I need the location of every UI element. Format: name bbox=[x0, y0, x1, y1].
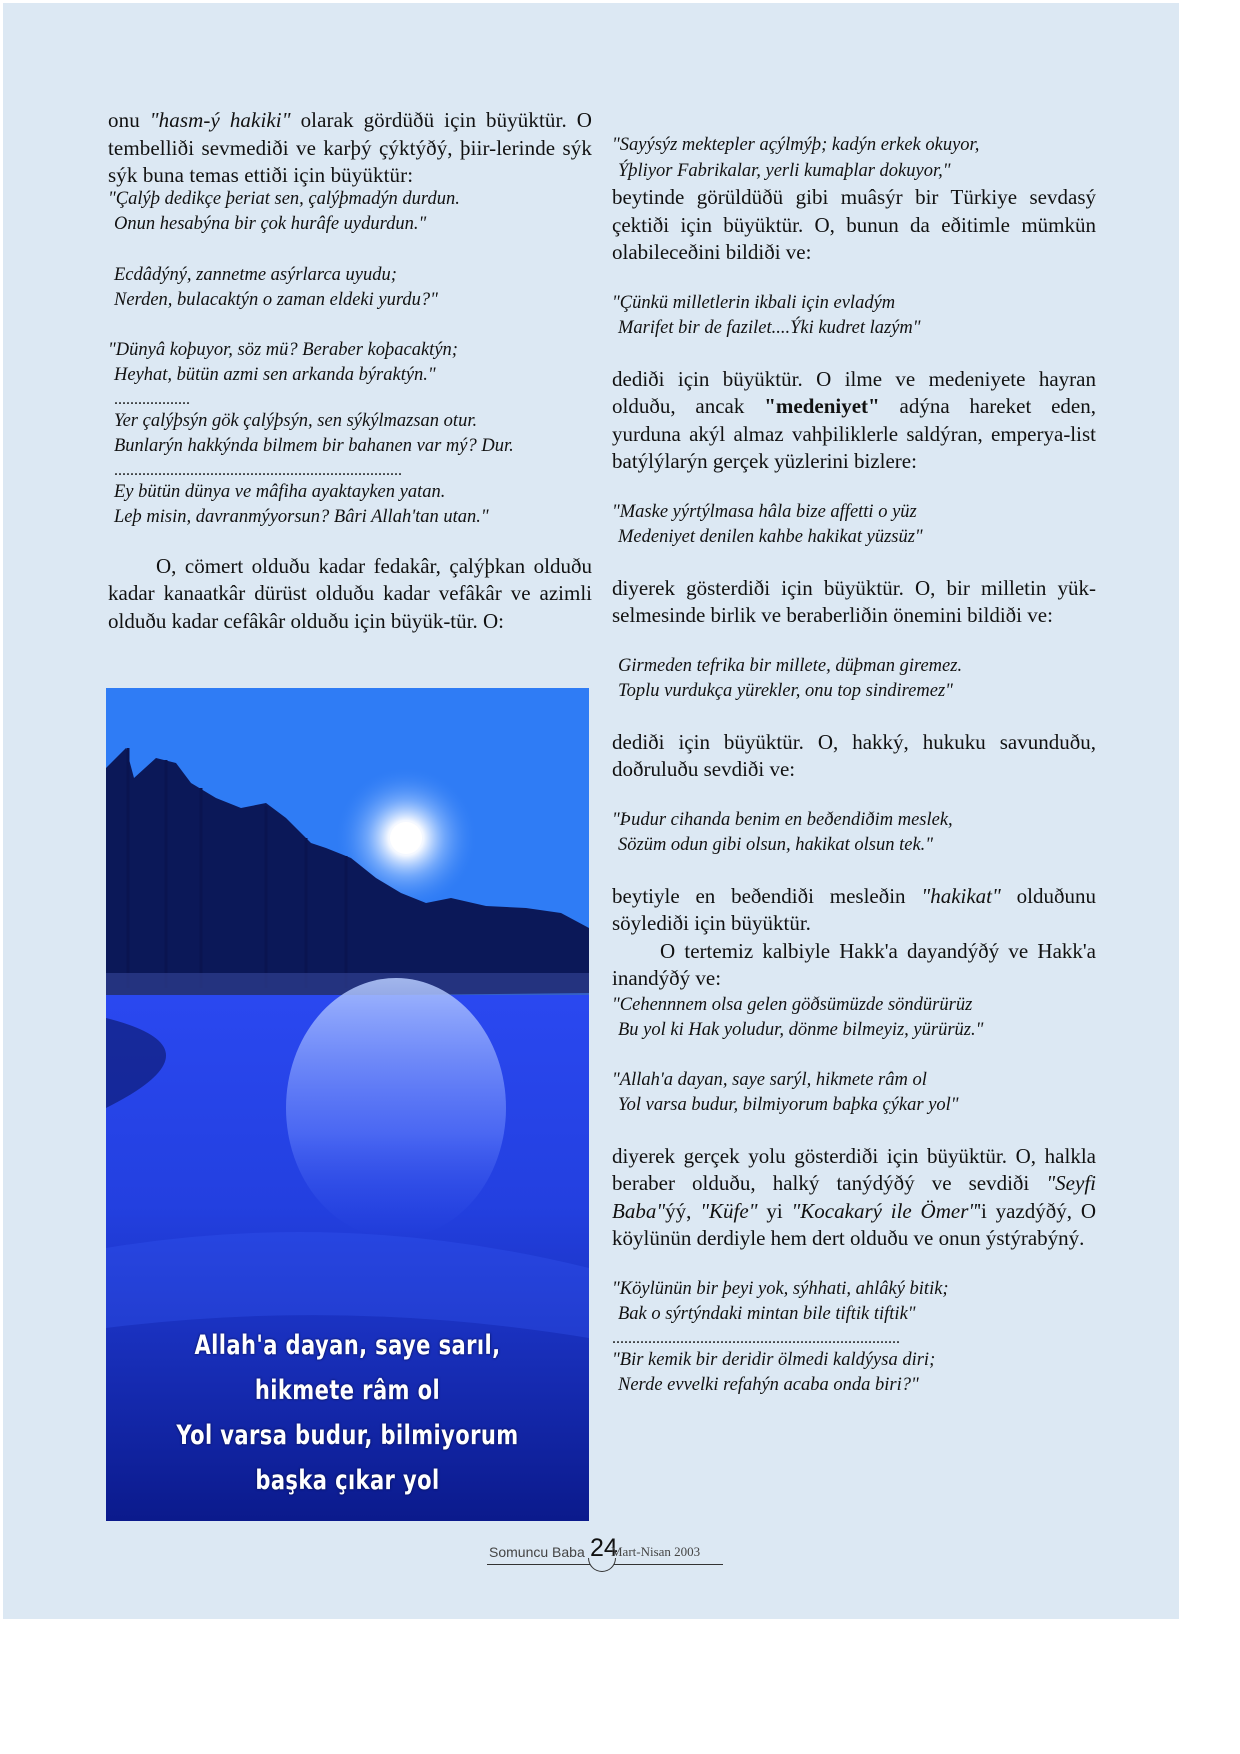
poem-quote bbox=[108, 409, 592, 460]
ellipsis-separator: ................... bbox=[114, 390, 190, 408]
poem-quote bbox=[612, 1348, 1096, 1399]
poem-line: Girmeden tefrika bir millete, düþman giremez. bbox=[618, 655, 963, 676]
ellipsis-separator: ........................................................................ bbox=[114, 461, 402, 479]
issue-date: Mart-Nisan 2003 bbox=[611, 1544, 701, 1559]
emphasis: "medeniyet" bbox=[764, 394, 880, 418]
poem-quote bbox=[108, 480, 592, 531]
moon bbox=[390, 822, 422, 854]
poem-quote bbox=[108, 263, 592, 314]
poem-line: Sözüm odun gibi olsun, hakikat olsun tek." bbox=[618, 835, 934, 855]
caption-line: Allah'a dayan, saye sarıl, hikmete râm ol bbox=[194, 1330, 501, 1406]
text: beytiyle en beðendiði mesleðin bbox=[612, 883, 922, 908]
right-column bbox=[612, 133, 1096, 1399]
poem-line: Nerde evvelki refahýn acaba onda biri?" bbox=[618, 1375, 919, 1395]
poem-quote bbox=[108, 187, 592, 238]
poem-line: Marifet bir de fazilet....Ýki kudret lazým" bbox=[618, 318, 921, 338]
magazine-page bbox=[3, 3, 1179, 1619]
text: 'i yazdýðý, O köylünün derdiyle hem dert olduðu ve onun ýstýrabýný. bbox=[612, 1198, 1096, 1250]
poem-line: "Dünyâ koþuyor, söz mü? Beraber koþacaktýn; bbox=[108, 339, 458, 360]
paragraph: diyerek gösterdiði için büyüktür. O, bir milletin yük-selmesinde birlik ve beraberliðin önemini bildiði ve: bbox=[612, 575, 1096, 627]
poem-line: Bu yol ki Hak yoludur, dönme bilmeyiz, yürürüz." bbox=[618, 1020, 984, 1040]
poem-line: "Cehennnem olsa gelen göðsümüzde söndürürüz bbox=[612, 994, 973, 1015]
poem-line: Heyhat, bütün azmi sen arkanda býraktýn." bbox=[114, 365, 436, 385]
poem-line: Toplu vurdukça yürekler, onu top sindiremez" bbox=[618, 681, 953, 701]
text: diyerek gerçek yolu gösterdiði için büyüktür. O, halkla beraber olduðu, halký tanýdýðý ve sevdiði bbox=[612, 1143, 1096, 1195]
emphasis: "hasm-ý hakiki" bbox=[149, 108, 291, 132]
paragraph bbox=[612, 366, 1096, 476]
poem-line: "Köylünün bir þeyi yok, sýhhati, ahlâký bitik; bbox=[612, 1278, 949, 1299]
poem-quote bbox=[612, 500, 1096, 551]
poem-line: "Maske yýrtýlmasa hâla bize affetti o yüz bbox=[612, 501, 917, 522]
poem-quote bbox=[612, 1068, 1096, 1119]
text: ýý, bbox=[665, 1198, 701, 1223]
photo-caption bbox=[159, 1323, 536, 1503]
poem-quote bbox=[108, 338, 592, 389]
text: adýna hareket eden, yurduna akýl almaz vahþiliklerle saldýran, emperya-list batýlýlarýn gerçek yüzlerini bizlere: bbox=[612, 394, 1097, 473]
paragraph bbox=[612, 883, 1096, 938]
page-footer bbox=[487, 1534, 723, 1565]
poem-quote bbox=[612, 1277, 1096, 1328]
poem-quote bbox=[612, 808, 1096, 859]
poem-line: "Sayýsýz mektepler açýlmýþ; kadýn erkek okuyor, bbox=[612, 135, 980, 155]
poem-line: "Çünkü milletlerin ikbali için evladým bbox=[612, 292, 896, 313]
poem-quote bbox=[612, 133, 1096, 184]
paragraph bbox=[108, 107, 592, 190]
magazine-name: Somuncu Baba bbox=[489, 1544, 585, 1560]
poem-line: "Çalýþ dedikçe þeriat sen, çalýþmadýn durdun. bbox=[108, 188, 460, 209]
poem-line: "Þudur cihanda benim en beðendiðim meslek, bbox=[612, 809, 953, 830]
left-column bbox=[108, 107, 592, 635]
moon-reflection bbox=[286, 978, 506, 1238]
text: olduðunu söylediði için büyüktür. bbox=[612, 883, 1097, 935]
poem-line: Ýþliyor Fabrikalar, yerli kumaþlar dokuyor," bbox=[618, 160, 951, 181]
poem-line: Onun hesabýna bir çok hurâfe uydurdun." bbox=[114, 214, 427, 234]
poem-line: "Bir kemik bir deridir ölmedi kaldýysa diri; bbox=[612, 1349, 936, 1370]
poem-line: Bunlarýn hakkýnda bilmem bir bahanen var mý? Dur. bbox=[114, 436, 514, 456]
poem-quote bbox=[612, 654, 1096, 705]
poem-line: Bak o sýrtýndaki mintan bile tiftik tiftik" bbox=[618, 1304, 916, 1324]
poem-line: Yer çalýþsýn gök çalýþsýn, sen sýkýlmazsan otur. bbox=[114, 410, 478, 431]
poem-quote bbox=[612, 291, 1096, 342]
paragraph: O tertemiz kalbiyle Hakk'a dayandýðý ve Hakk'a inandýðý ve: bbox=[612, 938, 1096, 990]
poem-line: Ecdâdýný, zannetme asýrlarca uyudu; bbox=[114, 264, 397, 285]
caption-line: Yol varsa budur, bilmiyorum başka çıkar yol bbox=[176, 1420, 519, 1496]
poem-line: Yol varsa budur, bilmiyorum baþka çýkar yol" bbox=[618, 1095, 959, 1115]
moonlit-lake-photo bbox=[106, 688, 589, 1521]
poem-quote bbox=[612, 993, 1096, 1044]
emphasis: "Kocakarý ile Ömer" bbox=[791, 1198, 978, 1223]
emphasis: "Seyfi Baba" bbox=[612, 1171, 1096, 1223]
emphasis: "hakikat" bbox=[921, 883, 1001, 908]
poem-line: Medeniyet denilen kahbe hakikat yüzsüz" bbox=[618, 527, 923, 547]
text: dediði için büyüktür. O ilme ve medeniyete hayran olduðu, ancak bbox=[612, 366, 1096, 418]
text: yi bbox=[757, 1198, 792, 1223]
poem-line: Nerden, bulacaktýn o zaman eldeki yurdu?" bbox=[114, 290, 438, 310]
paragraph: O, cömert olduðu kadar fedakâr, çalýþkan olduðu kadar kanaatkâr dürüst olduðu kadar vefâkâr ve azimli olduðu kadar cefâkâr olduðu için büyük-tür. O: bbox=[108, 553, 592, 633]
poem-line: Ey bütün dünya ve mâfiha ayaktayken yatan. bbox=[114, 481, 446, 502]
text: olarak gördüðü için büyüktür. O tembelliði sevmediði ve karþý çýktýðý, þiir-lerinde sýk sýk buna temas ettiði için büyüktür: bbox=[108, 108, 592, 187]
paragraph: beytinde görüldüðü gibi muâsýr bir Türkiye sevdasý çektiði için büyüktür. O, bunun da eðitimle mümkün olabileceðini bildiði ve: bbox=[612, 185, 1096, 264]
poem-line: Leþ misin, davranmýyorsun? Bâri Allah'tan utan." bbox=[114, 507, 489, 527]
poem-line: "Allah'a dayan, saye sarýl, hikmete râm ol bbox=[612, 1069, 927, 1090]
paragraph bbox=[612, 1143, 1096, 1253]
text: onu bbox=[108, 108, 150, 132]
paragraph: dediði için büyüktür. O, hakký, hukuku savunduðu, doðruluðu sevdiði ve: bbox=[612, 729, 1096, 781]
emphasis: "Küfe" bbox=[700, 1198, 758, 1223]
ellipsis-separator: ........................................................................ bbox=[612, 1329, 900, 1347]
page-number: 24 bbox=[590, 1534, 618, 1562]
